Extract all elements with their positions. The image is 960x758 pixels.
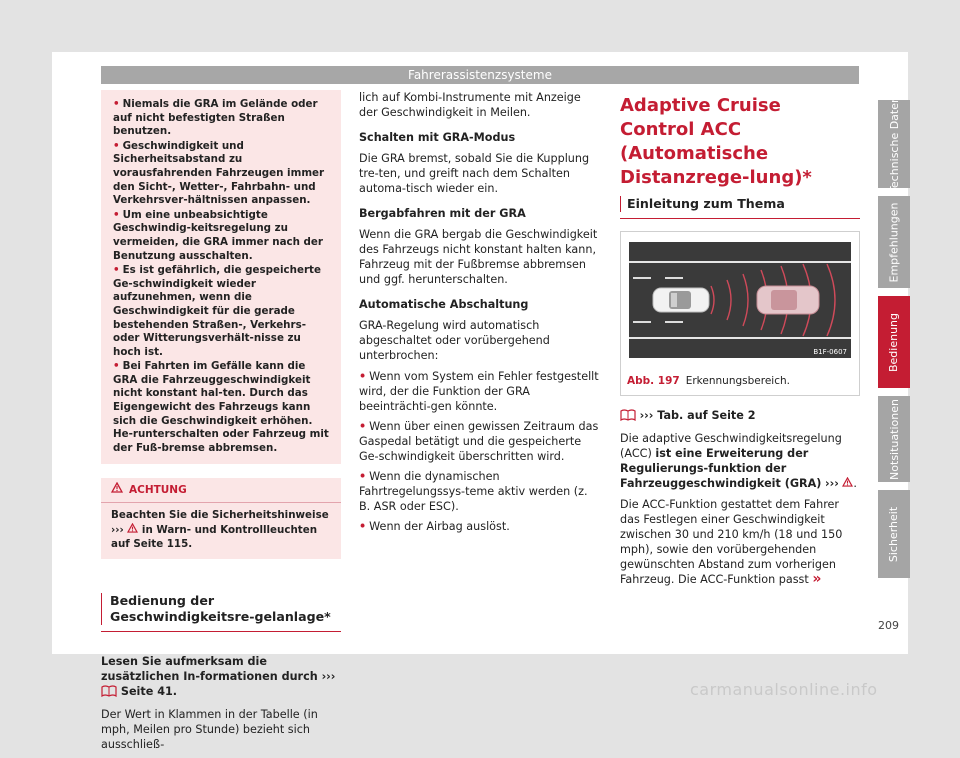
achtung-text: Beachten Sie die Sicherheitshinweise ››› in Warn- und Kontrollleuchten auf Seite 115. xyxy=(111,509,329,550)
achtung-header xyxy=(101,478,341,503)
tab-label: Bedienung xyxy=(887,312,901,372)
tab-notsituationen[interactable] xyxy=(878,396,910,482)
warning-triangle-icon xyxy=(111,482,123,498)
subheading-switch: Schalten mit GRA-Modus xyxy=(359,131,516,144)
list-item: • Wenn vom System ein Fehler festgestellt wird, der die Funktion der GRA beeinträchti-gen könnte. xyxy=(359,370,599,413)
body-paragraph: Wenn die GRA bergab die Geschwindigkeit des Fahrzeugs nicht konstant halten kann, Fahrzeug mit der Fußbremse abbremsen und ggf. herunterschalten. xyxy=(359,228,598,286)
subtitle-rule xyxy=(620,218,860,219)
subtitle-box xyxy=(620,196,860,212)
acc-detection-illustration xyxy=(621,232,859,370)
column-2 xyxy=(359,90,601,539)
continue-icon: » xyxy=(812,571,822,587)
tab-empfehlungen[interactable] xyxy=(878,196,910,288)
tab-label: Notsituationen xyxy=(887,398,901,480)
list-item: • Wenn über einen gewissen Zeitraum das Gaspedal betätigt und die gespeicherte Ge-schwindigkeit überschritten wird. xyxy=(359,420,599,463)
body-paragraph: GRA-Regelung wird automatisch abgeschaltet oder vorübergehend unterbrochen: xyxy=(359,319,550,362)
reference-line xyxy=(620,408,860,425)
figure-caption: Abb. 197 Erkennungsbereich. xyxy=(627,375,790,387)
tab-label: Technische Daten xyxy=(887,95,901,193)
column-3 xyxy=(620,90,860,593)
subheading-auto-off: Automatische Abschaltung xyxy=(359,298,529,311)
warning-box xyxy=(101,90,341,464)
figure xyxy=(620,231,860,396)
warning-triangle-icon xyxy=(127,524,138,536)
section-heading: Bedienung der Geschwindigkeitsre-gelanlage* xyxy=(101,593,341,625)
subtitle: Einleitung zum Thema xyxy=(627,196,785,211)
page-header: Fahrerassistenzsysteme xyxy=(101,66,859,84)
tab-technische-daten[interactable] xyxy=(878,95,910,193)
warning-item: • Es ist gefährlich, die gespeicherte Ge-schwindigkeit wieder aufzunehmen, wenn die Geschwindigkeit für die gerade bestehenden Straßen-, Verkehrs- oder Witterungsverhält-nisse zu hoch ist. xyxy=(113,264,321,358)
body-paragraph: lich auf Kombi-Instrumente mit Anzeige der Geschwindigkeit in Meilen. xyxy=(359,91,581,119)
subheading-downhill: Bergabfahren mit der GRA xyxy=(359,207,526,220)
body-paragraph: Die adaptive Geschwindigkeitsregelung (ACC) ist eine Erweiterung der Regulierungs-funktion der Fahrzeuggeschwindigkeit (GRA) ››› . xyxy=(620,432,857,490)
page-link[interactable]: Seite 41. xyxy=(120,685,178,699)
figure-code: B1F-0607 xyxy=(813,348,847,356)
achtung-title: ACHTUNG xyxy=(129,484,187,497)
section-rule xyxy=(101,631,341,632)
book-icon xyxy=(101,685,117,701)
body-paragraph: Der Wert in Klammen in der Tabelle (in mph, Meilen pro Stunde) bezieht sich ausschließ- xyxy=(101,708,318,752)
car-icon xyxy=(757,286,819,314)
warning-item: • Um eine unbeabsichtigte Geschwindig-keitsregelung zu vermeiden, die GRA immer nach der Benutzung ausschalten. xyxy=(113,208,323,262)
intro-text: Lesen Sie aufmerksam die zusätzlichen In-formationen durch ››› Seite 41. xyxy=(101,654,341,701)
warning-item: • Niemals die GRA im Gelände oder auf nicht befestigten Straßen benutzen. xyxy=(113,98,318,138)
tab-bedienung[interactable] xyxy=(878,296,910,388)
achtung-box xyxy=(101,478,341,559)
book-icon xyxy=(620,409,636,425)
figure-label: Abb. 197 xyxy=(627,375,680,387)
column-1 xyxy=(101,90,341,758)
list-item: • Wenn der Airbag auslöst. xyxy=(359,520,510,533)
bullet-list xyxy=(359,369,601,534)
tab-label: Sicherheit xyxy=(887,506,901,562)
chapter-title: Adaptive Cruise Control ACC (Automatische Distanzrege-lung)* xyxy=(620,95,812,188)
warning-item: • Geschwindigkeit und Sicherheitsabstand zu vorausfahrenden Fahrzeugen immer den Sicht-, Wetter-, Fahrbahn- und Verkehrsver-hältnissen anpassen. xyxy=(113,139,325,207)
warning-item: • Bei Fahrten im Gefälle kann die GRA die Fahrzeuggeschwindigkeit nicht konstant hal-ten. Durch das Eigengewicht des Fahrzeugs kann sich die Geschwindigkeit erhöhen. He-runterschalten oder Fahrzeug mit der Fuß-bremse abbremsen. xyxy=(113,360,329,454)
body-paragraph: Die ACC-Funktion gestattet dem Fahrer das Festlegen einer Geschwindigkeit zwischen 30 und 210 km/h (18 und 150 mph), sowie den vorübergehenden gewünschten Abstand zum vorherigen Fahrzeug. Die ACC-Funktion passt » xyxy=(620,498,843,587)
warning-triangle-icon xyxy=(842,477,853,490)
list-item: • Wenn die dynamischen Fahrtregelungssys-teme aktiv werden (z. B. ASR oder ESC). xyxy=(359,470,588,513)
tab-label: Empfehlungen xyxy=(887,202,901,282)
watermark: carmanualsonline.info xyxy=(690,680,878,699)
car-icon xyxy=(653,288,709,312)
table-link[interactable]: ››› Tab. auf Seite 2 xyxy=(639,409,756,422)
body-paragraph: Die GRA bremst, sobald Sie die Kupplung tre-ten, und greift nach dem Schalten automa-tisch wieder ein. xyxy=(359,152,590,195)
page-number: 209 xyxy=(878,619,899,632)
tab-sicherheit[interactable] xyxy=(878,490,910,578)
